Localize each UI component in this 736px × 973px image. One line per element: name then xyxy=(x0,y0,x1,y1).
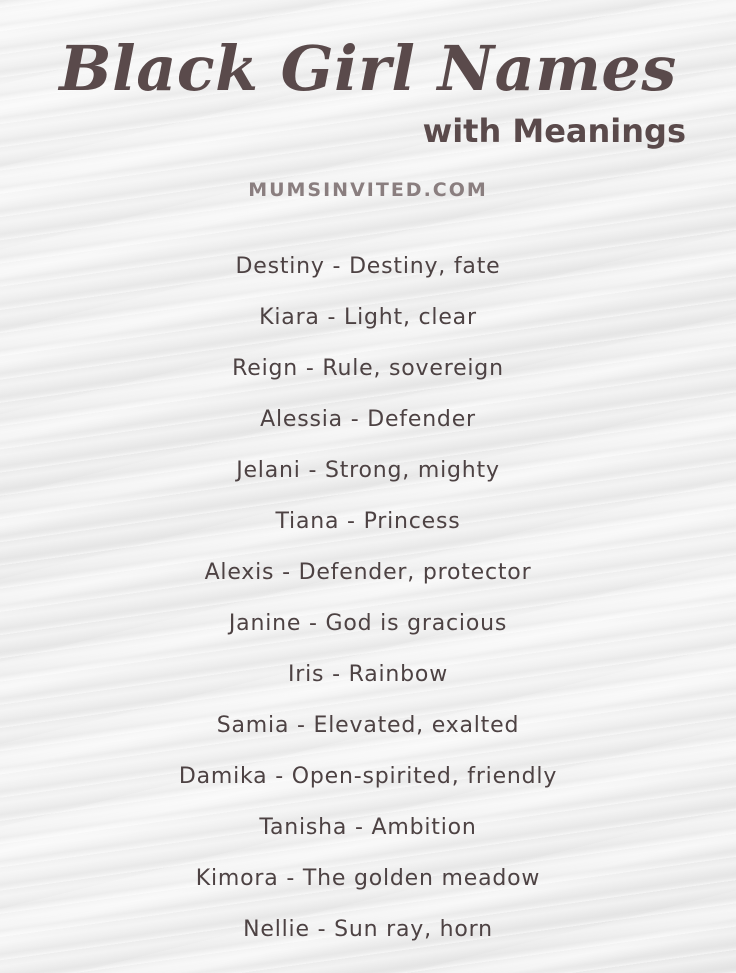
page-title: Black Girl Names xyxy=(59,32,677,105)
list-item: Damika - Open-spirited, friendly xyxy=(178,764,558,789)
list-item: Iris - Rainbow xyxy=(288,662,448,687)
page-subtitle: with Meanings xyxy=(422,112,686,150)
list-item: Samia - Elevated, exalted xyxy=(216,713,520,738)
list-item: Reign - Rule, sovereign xyxy=(232,356,504,381)
list-item: Kimora - The golden meadow xyxy=(195,866,541,891)
list-item: Jelani - Strong, mighty xyxy=(236,458,500,483)
list-item: Alessia - Defender xyxy=(260,407,476,432)
list-item: Alexis - Defender, protector xyxy=(204,560,532,585)
list-item: Janine - God is gracious xyxy=(228,611,508,636)
list-item: Nellie - Sun ray, horn xyxy=(243,917,493,942)
list-item: Tanisha - Ambition xyxy=(259,815,477,840)
list-item: Destiny - Destiny, fate xyxy=(235,254,501,279)
list-item: Tiana - Princess xyxy=(275,509,461,534)
list-item: Kiara - Light, clear xyxy=(259,305,477,330)
names-list xyxy=(0,241,736,955)
site-name: MUMSINVITED.COM xyxy=(248,179,488,201)
